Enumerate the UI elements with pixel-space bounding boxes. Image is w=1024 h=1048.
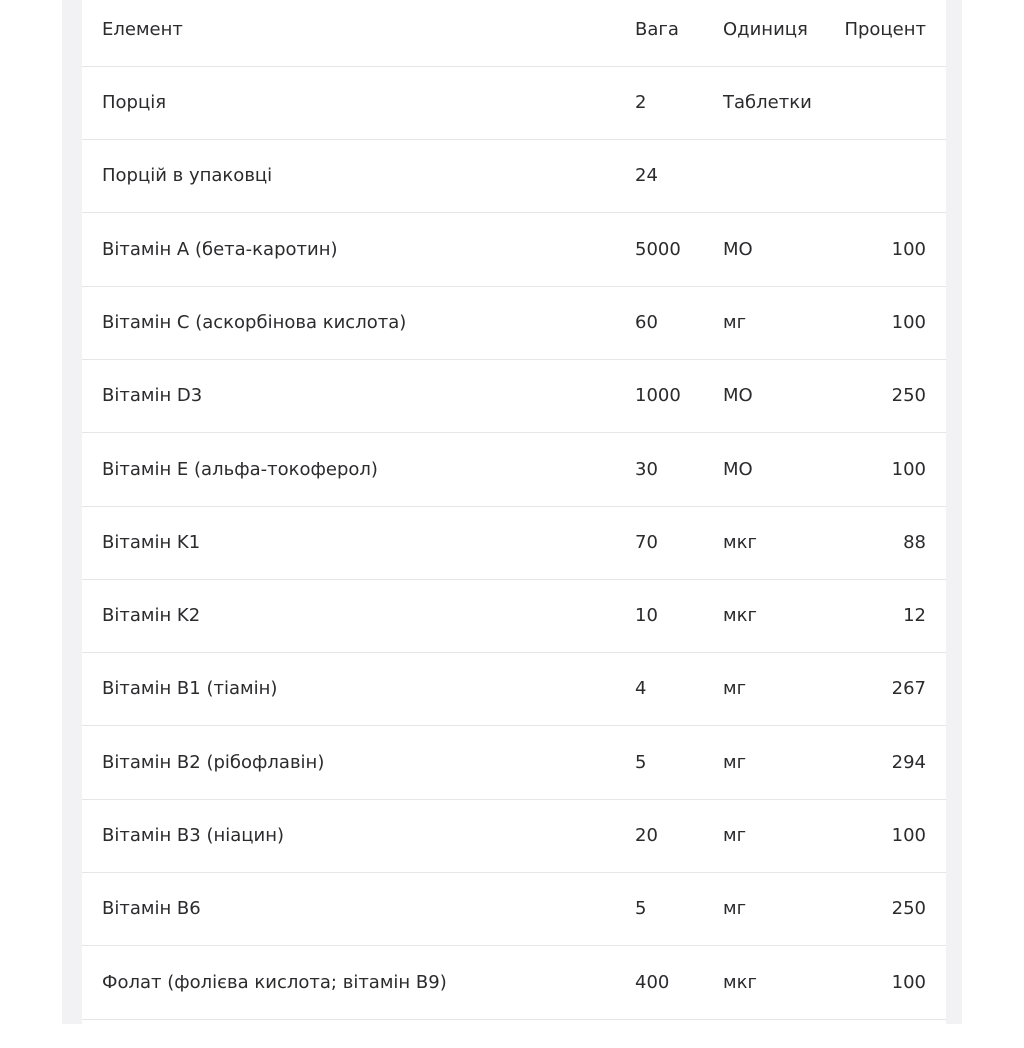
row-weight: 5000	[635, 238, 681, 260]
row-weight: 400	[635, 971, 670, 993]
row-unit: МО	[723, 385, 753, 407]
row-unit: МО	[723, 238, 753, 260]
header-percent: Процент	[844, 19, 926, 40]
row-element: Вітамін B1 (тіамін)	[102, 678, 278, 700]
row-weight: 30	[635, 458, 658, 480]
row-unit: МО	[723, 458, 753, 480]
table-row	[82, 653, 946, 726]
table-row	[82, 287, 946, 360]
row-unit: мкг	[723, 971, 757, 993]
row-unit: мг	[723, 751, 747, 773]
row-unit: мг	[723, 898, 747, 920]
row-percent: 88	[903, 531, 926, 553]
table-header	[82, 0, 946, 67]
row-weight: 5	[635, 898, 647, 920]
row-weight: 4	[635, 678, 647, 700]
table-row	[82, 140, 946, 213]
row-weight: 20	[635, 825, 658, 846]
table-row	[82, 360, 946, 433]
row-percent: 100	[891, 458, 926, 480]
row-weight: 70	[635, 531, 658, 553]
row-element: Вітамін E (альфа-токоферол)	[102, 458, 378, 480]
table-row	[82, 214, 946, 287]
row-element: Вітамін B6	[102, 898, 201, 920]
row-element: Вітамін B2 (рібофлавін)	[102, 751, 325, 773]
row-element: Вітамін K2	[102, 605, 201, 627]
row-element: Фолат (фолієва кислота; вітамін B9)	[102, 971, 447, 993]
row-percent: 250	[891, 898, 926, 920]
row-percent: 100	[891, 238, 926, 260]
row-weight: 60	[635, 311, 658, 333]
row-unit: мг	[723, 678, 747, 700]
row-percent: 100	[891, 825, 926, 846]
row-element: Вітамін D3	[102, 385, 203, 407]
row-unit: Таблетки	[723, 92, 812, 113]
header-unit: Одиниця	[723, 19, 808, 40]
row-element: Порція	[102, 92, 167, 113]
row-unit: мг	[723, 311, 747, 333]
row-percent: 100	[891, 971, 926, 993]
row-element: Вітамін B3 (ніацин)	[102, 825, 285, 846]
table-row	[82, 67, 946, 140]
table-row	[82, 947, 946, 1020]
row-element: Вітамін A (бета-каротин)	[102, 238, 338, 260]
row-weight: 24	[635, 165, 658, 187]
table-row	[82, 873, 946, 946]
header-weight: Вага	[635, 19, 679, 40]
table-row	[82, 507, 946, 580]
table-row	[82, 800, 946, 873]
row-percent: 100	[891, 311, 926, 333]
row-element: Порцій в упаковці	[102, 165, 273, 187]
row-element: Вітамін C (аскорбінова кислота)	[102, 311, 407, 333]
row-element: Вітамін K1	[102, 531, 201, 553]
row-unit: мг	[723, 825, 747, 846]
row-unit: мкг	[723, 531, 757, 553]
table-row	[82, 580, 946, 653]
row-weight: 1000	[635, 385, 681, 407]
table-row	[82, 727, 946, 800]
row-unit: мкг	[723, 605, 757, 627]
row-weight: 10	[635, 605, 658, 627]
row-percent: 294	[891, 751, 926, 773]
header-element: Елемент	[102, 19, 183, 40]
row-percent: 250	[891, 385, 926, 407]
row-weight: 5	[635, 751, 647, 773]
row-percent: 12	[903, 605, 926, 627]
row-weight: 2	[635, 92, 647, 113]
table-row	[82, 434, 946, 507]
row-percent: 267	[891, 678, 926, 700]
